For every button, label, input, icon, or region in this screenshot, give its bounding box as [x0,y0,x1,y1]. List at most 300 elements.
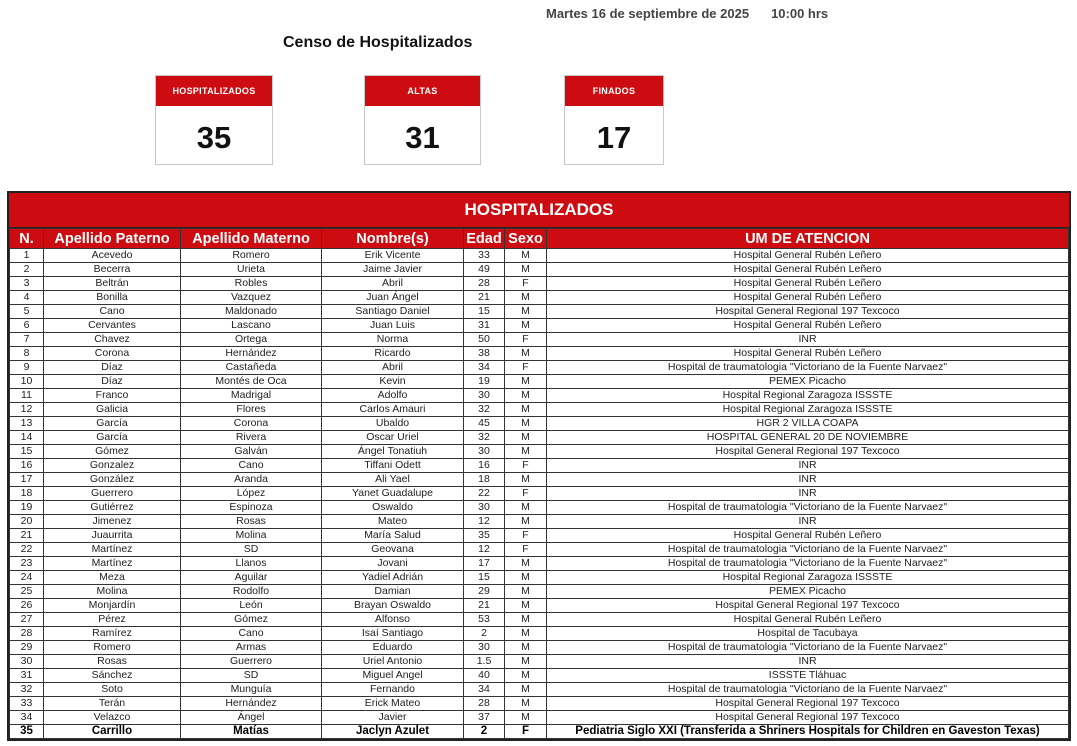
cell-sexo: M [505,501,547,515]
cell-number: 8 [10,347,44,361]
col-header-um-atencion: UM DE ATENCION [547,229,1069,249]
cell-apellido-materno: Montés de Oca [181,375,322,389]
cell-apellido-materno: Matías [181,725,322,739]
cell-number: 9 [10,361,44,375]
cell-apellido-materno: Lascano [181,319,322,333]
cell-nombres: Erick Mateo [322,697,464,711]
table-row [10,599,1069,613]
cell-apellido-paterno: García [44,417,181,431]
cell-edad: 30 [464,641,505,655]
cell-number: 34 [10,711,44,725]
cell-sexo: M [505,249,547,263]
cell-number: 26 [10,599,44,613]
card-value: 31 [405,120,440,155]
cell-number: 32 [10,683,44,697]
cell-edad: 34 [464,361,505,375]
cell-apellido-materno: Ortega [181,333,322,347]
cell-edad: 15 [464,571,505,585]
cell-number: 15 [10,445,44,459]
cell-um-atencion: Hospital General Regional 197 Texcoco [547,711,1069,725]
cell-apellido-materno: Rivera [181,431,322,445]
cell-sexo: F [505,333,547,347]
census-table-container [7,191,1071,741]
cell-number: 22 [10,543,44,557]
cell-um-atencion: Hospital General Rubén Leñero [547,347,1069,361]
cell-edad: 32 [464,431,505,445]
table-row [10,431,1069,445]
cell-sexo: M [505,711,547,725]
cell-edad: 45 [464,417,505,431]
cell-apellido-materno: Rosas [181,515,322,529]
cell-apellido-paterno: Chavez [44,333,181,347]
cell-sexo: M [505,515,547,529]
cell-apellido-materno: Madrigal [181,389,322,403]
cell-sexo: M [505,375,547,389]
cell-sexo: M [505,641,547,655]
table-row [10,473,1069,487]
cell-nombres: Alfonso [322,613,464,627]
cell-apellido-paterno: Acevedo [44,249,181,263]
cell-sexo: M [505,627,547,641]
cell-um-atencion: Hospital de traumatologia "Victoriano de la Fuente Narvaez" [547,501,1069,515]
cell-um-atencion: Hospital General Rubén Leñero [547,263,1069,277]
cell-um-atencion: INR [547,333,1069,347]
card-altas [364,75,481,165]
cell-apellido-materno: Cano [181,627,322,641]
cell-um-atencion: Hospital General Rubén Leñero [547,277,1069,291]
cell-apellido-materno: Flores [181,403,322,417]
cell-um-atencion: Hospital Regional Zaragoza ISSSTE [547,571,1069,585]
cell-edad: 38 [464,347,505,361]
cell-um-atencion: INR [547,655,1069,669]
cell-apellido-materno: Aranda [181,473,322,487]
cell-number: 29 [10,641,44,655]
cell-um-atencion: ISSSTE Tláhuac [547,669,1069,683]
cell-apellido-paterno: Romero [44,641,181,655]
cell-number: 13 [10,417,44,431]
cell-um-atencion: Hospital General Rubén Leñero [547,529,1069,543]
cell-sexo: M [505,669,547,683]
cell-apellido-materno: Armas [181,641,322,655]
cell-sexo: F [505,277,547,291]
card-label: FINADOS [565,76,663,106]
cell-nombres: Yadiel Adrián [322,571,464,585]
cell-apellido-materno: Robles [181,277,322,291]
cell-apellido-materno: Gómez [181,613,322,627]
cell-sexo: F [505,529,547,543]
cell-apellido-materno: Hernández [181,347,322,361]
card-hospitalizados [155,75,273,165]
cell-apellido-paterno: Guerrero [44,487,181,501]
card-value: 35 [196,120,232,155]
cell-apellido-paterno: Díaz [44,375,181,389]
table-header-row [10,229,1069,249]
cell-apellido-materno: Romero [181,249,322,263]
cell-nombres: María Salud [322,529,464,543]
cell-edad: 28 [464,697,505,711]
cell-number: 6 [10,319,44,333]
cell-number: 33 [10,697,44,711]
cell-apellido-paterno: Díaz [44,361,181,375]
cell-sexo: M [505,683,547,697]
table-row [10,389,1069,403]
col-header-edad: Edad [464,229,505,249]
cell-sexo: M [505,571,547,585]
cell-edad: 30 [464,445,505,459]
cell-nombres: Ali Yael [322,473,464,487]
cell-number: 28 [10,627,44,641]
cell-nombres: Uriel Antonio [322,655,464,669]
cell-edad: 31 [464,319,505,333]
cell-edad: 18 [464,473,505,487]
card-label: ALTAS [365,76,480,106]
cell-sexo: M [505,697,547,711]
cell-number: 16 [10,459,44,473]
cell-edad: 12 [464,543,505,557]
table-row [10,291,1069,305]
cell-apellido-materno: López [181,487,322,501]
card-label: HOSPITALIZADOS [156,76,272,106]
cell-sexo: F [505,487,547,501]
cell-um-atencion: Hospital de Tacubaya [547,627,1069,641]
cell-apellido-paterno: Rosas [44,655,181,669]
cell-nombres: Ubaldo [322,417,464,431]
cell-apellido-materno: Guerrero [181,655,322,669]
cell-nombres: Juan Ángel [322,291,464,305]
cell-um-atencion: INR [547,487,1069,501]
cell-um-atencion: HGR 2 VILLA COAPA [547,417,1069,431]
cell-apellido-paterno: Juaurrita [44,529,181,543]
table-row [10,501,1069,515]
cell-sexo: M [505,473,547,487]
cell-apellido-materno: Vazquez [181,291,322,305]
table-row [10,711,1069,725]
cell-number: 14 [10,431,44,445]
cell-nombres: Norma [322,333,464,347]
cell-apellido-materno: SD [181,669,322,683]
cell-apellido-paterno: Carrillo [44,725,181,739]
cell-apellido-paterno: Becerra [44,263,181,277]
cell-apellido-materno: Corona [181,417,322,431]
cell-sexo: M [505,431,547,445]
cell-nombres: Santiago Daniel [322,305,464,319]
cell-nombres: Tiffani Odett [322,459,464,473]
col-header-apellido-materno: Apellido Materno [181,229,322,249]
cell-sexo: M [505,263,547,277]
cell-apellido-paterno: Galicia [44,403,181,417]
cell-apellido-materno: Castañeda [181,361,322,375]
cell-apellido-paterno: Soto [44,683,181,697]
table-row [10,263,1069,277]
table-row [10,529,1069,543]
cell-apellido-paterno: Pérez [44,613,181,627]
cell-apellido-materno: Hernández [181,697,322,711]
table-row [10,305,1069,319]
cell-um-atencion: INR [547,473,1069,487]
cell-apellido-paterno: Molina [44,585,181,599]
table-row [10,557,1069,571]
table-row [10,543,1069,557]
cell-apellido-materno: SD [181,543,322,557]
cell-apellido-materno: Ángel [181,711,322,725]
table-row [10,249,1069,263]
page-title: Censo de Hospitalizados [283,34,473,51]
table-row [10,641,1069,655]
cell-apellido-materno: Espinoza [181,501,322,515]
cell-apellido-paterno: Jimenez [44,515,181,529]
cell-apellido-materno: León [181,599,322,613]
col-header-number: N. [10,229,44,249]
census-table [9,228,1069,739]
cell-apellido-paterno: Cervantes [44,319,181,333]
cell-sexo: F [505,543,547,557]
cell-apellido-materno: Maldonado [181,305,322,319]
table-row [10,277,1069,291]
cell-apellido-paterno: Gonzalez [44,459,181,473]
time-text: 10:00 hrs [771,6,829,21]
cell-sexo: M [505,599,547,613]
table-row [10,347,1069,361]
cell-um-atencion: Hospital General Rubén Leñero [547,291,1069,305]
cell-number: 25 [10,585,44,599]
col-header-apellido-paterno: Apellido Paterno [44,229,181,249]
cell-nombres: Fernando [322,683,464,697]
table-row [10,333,1069,347]
cell-nombres: Juan Luis [322,319,464,333]
table-row [10,319,1069,333]
cell-um-atencion: Hospital de traumatologia "Victoriano de la Fuente Narvaez" [547,641,1069,655]
cell-sexo: F [505,725,547,739]
table-row [10,375,1069,389]
cell-number: 35 [10,725,44,739]
cell-sexo: M [505,557,547,571]
cell-edad: 33 [464,249,505,263]
cell-um-atencion: Hospital Regional Zaragoza ISSSTE [547,403,1069,417]
cell-sexo: F [505,459,547,473]
cell-um-atencion: Hospital Regional Zaragoza ISSSTE [547,389,1069,403]
cell-apellido-paterno: Velazco [44,711,181,725]
cell-number: 23 [10,557,44,571]
cell-um-atencion: Hospital General Regional 197 Texcoco [547,599,1069,613]
cell-edad: 40 [464,669,505,683]
cell-nombres: Jaclyn Azulet [322,725,464,739]
cell-number: 7 [10,333,44,347]
cell-number: 24 [10,571,44,585]
cell-um-atencion: PEMEX Picacho [547,375,1069,389]
table-row [10,627,1069,641]
cell-apellido-materno: Urieta [181,263,322,277]
cell-edad: 21 [464,599,505,613]
cell-nombres: Adolfo [322,389,464,403]
cell-apellido-paterno: Gómez [44,445,181,459]
report-date [546,6,828,21]
cell-edad: 16 [464,459,505,473]
cell-um-atencion: INR [547,459,1069,473]
cell-apellido-materno: Munguía [181,683,322,697]
cell-number: 30 [10,655,44,669]
cell-number: 19 [10,501,44,515]
cell-nombres: Mateo [322,515,464,529]
cell-sexo: M [505,347,547,361]
col-header-sexo: Sexo [505,229,547,249]
cell-number: 10 [10,375,44,389]
cell-apellido-paterno: Martínez [44,557,181,571]
cell-nombres: Miguel Angel [322,669,464,683]
table-body [10,249,1069,739]
cell-um-atencion: Pediatria Siglo XXI (Transferida a Shriners Hospitals for Children en Gaveston Texas) [547,725,1069,739]
cell-sexo: F [505,361,547,375]
cell-edad: 49 [464,263,505,277]
card-value: 17 [596,120,632,155]
table-title: HOSPITALIZADOS [9,193,1069,228]
cell-edad: 12 [464,515,505,529]
cell-nombres: Ángel Tonatiuh [322,445,464,459]
cell-nombres: Javier [322,711,464,725]
cell-edad: 17 [464,557,505,571]
cell-apellido-paterno: Ramírez [44,627,181,641]
cell-number: 17 [10,473,44,487]
cell-apellido-materno: Galván [181,445,322,459]
cell-apellido-paterno: Gutiérrez [44,501,181,515]
cell-nombres: Oscar Uriel [322,431,464,445]
cell-number: 11 [10,389,44,403]
cell-edad: 21 [464,291,505,305]
cell-number: 5 [10,305,44,319]
cell-nombres: Jovani [322,557,464,571]
cell-edad: 30 [464,389,505,403]
table-row [10,697,1069,711]
cell-apellido-paterno: Meza [44,571,181,585]
cell-number: 1 [10,249,44,263]
cell-apellido-paterno: Corona [44,347,181,361]
cell-edad: 29 [464,585,505,599]
cell-um-atencion: Hospital General Regional 197 Texcoco [547,697,1069,711]
cell-nombres: Damian [322,585,464,599]
cell-number: 18 [10,487,44,501]
cell-edad: 1.5 [464,655,505,669]
cell-apellido-paterno: Bonilla [44,291,181,305]
cell-apellido-materno: Llanos [181,557,322,571]
cell-um-atencion: Hospital General Rubén Leñero [547,249,1069,263]
cell-apellido-materno: Molina [181,529,322,543]
cell-nombres: Brayan Oswaldo [322,599,464,613]
cell-number: 2 [10,263,44,277]
table-row [10,403,1069,417]
cell-um-atencion: Hospital General Regional 197 Texcoco [547,305,1069,319]
cell-number: 3 [10,277,44,291]
cell-number: 31 [10,669,44,683]
table-row [10,361,1069,375]
cell-um-atencion: Hospital de traumatologia "Victoriano de la Fuente Narvaez" [547,543,1069,557]
cell-edad: 37 [464,711,505,725]
cell-nombres: Abril [322,361,464,375]
cell-apellido-materno: Rodolfo [181,585,322,599]
cell-apellido-paterno: Martínez [44,543,181,557]
cell-edad: 35 [464,529,505,543]
cell-sexo: M [505,655,547,669]
cell-nombres: Geovana [322,543,464,557]
table-row [10,683,1069,697]
cell-nombres: Isaí Santiago [322,627,464,641]
cell-um-atencion: Hospital de traumatologia "Victoriano de la Fuente Narvaez" [547,361,1069,375]
table-row [10,669,1069,683]
table-row [10,613,1069,627]
cell-nombres: Carlos Amauri [322,403,464,417]
cell-apellido-paterno: García [44,431,181,445]
cell-um-atencion: HOSPITAL GENERAL 20 DE NOVIEMBRE [547,431,1069,445]
cell-number: 27 [10,613,44,627]
cell-sexo: M [505,291,547,305]
cell-sexo: M [505,445,547,459]
date-text: Martes 16 de septiembre de 2025 [546,6,750,21]
cell-um-atencion: Hospital de traumatologia "Victoriano de la Fuente Narvaez" [547,683,1069,697]
cell-nombres: Kevin [322,375,464,389]
table-row [10,585,1069,599]
cell-um-atencion: Hospital General Regional 197 Texcoco [547,445,1069,459]
table-row [10,417,1069,431]
table-row [10,571,1069,585]
cell-number: 12 [10,403,44,417]
cell-edad: 50 [464,333,505,347]
cell-apellido-paterno: Sánchez [44,669,181,683]
cell-apellido-materno: Cano [181,459,322,473]
cell-nombres: Abril [322,277,464,291]
table-row [10,459,1069,473]
cell-edad: 2 [464,627,505,641]
cell-um-atencion: Hospital General Rubén Leñero [547,319,1069,333]
table-row [10,725,1069,739]
cell-edad: 34 [464,683,505,697]
col-header-nombres: Nombre(s) [322,229,464,249]
cell-sexo: M [505,585,547,599]
cell-sexo: M [505,389,547,403]
cell-apellido-materno: Aguilar [181,571,322,585]
cell-edad: 2 [464,725,505,739]
cell-um-atencion: Hospital General Rubén Leñero [547,613,1069,627]
card-finados [564,75,664,165]
cell-um-atencion: PEMEX Picacho [547,585,1069,599]
cell-sexo: M [505,613,547,627]
cell-number: 4 [10,291,44,305]
cell-number: 20 [10,515,44,529]
cell-sexo: M [505,319,547,333]
cell-edad: 32 [464,403,505,417]
cell-sexo: M [505,305,547,319]
cell-apellido-paterno: Cano [44,305,181,319]
cell-edad: 22 [464,487,505,501]
table-row [10,487,1069,501]
table-row [10,515,1069,529]
cell-apellido-paterno: Beltrán [44,277,181,291]
cell-sexo: M [505,417,547,431]
cell-apellido-paterno: Franco [44,389,181,403]
cell-edad: 19 [464,375,505,389]
cell-apellido-paterno: Terán [44,697,181,711]
cell-edad: 15 [464,305,505,319]
cell-nombres: Oswaldo [322,501,464,515]
cell-nombres: Jaime Javier [322,263,464,277]
cell-apellido-paterno: Monjardín [44,599,181,613]
cell-nombres: Yanet Guadalupe [322,487,464,501]
cell-sexo: M [505,403,547,417]
cell-um-atencion: INR [547,515,1069,529]
cell-nombres: Ricardo [322,347,464,361]
table-row [10,655,1069,669]
cell-number: 21 [10,529,44,543]
cell-edad: 30 [464,501,505,515]
table-row [10,445,1069,459]
cell-nombres: Eduardo [322,641,464,655]
